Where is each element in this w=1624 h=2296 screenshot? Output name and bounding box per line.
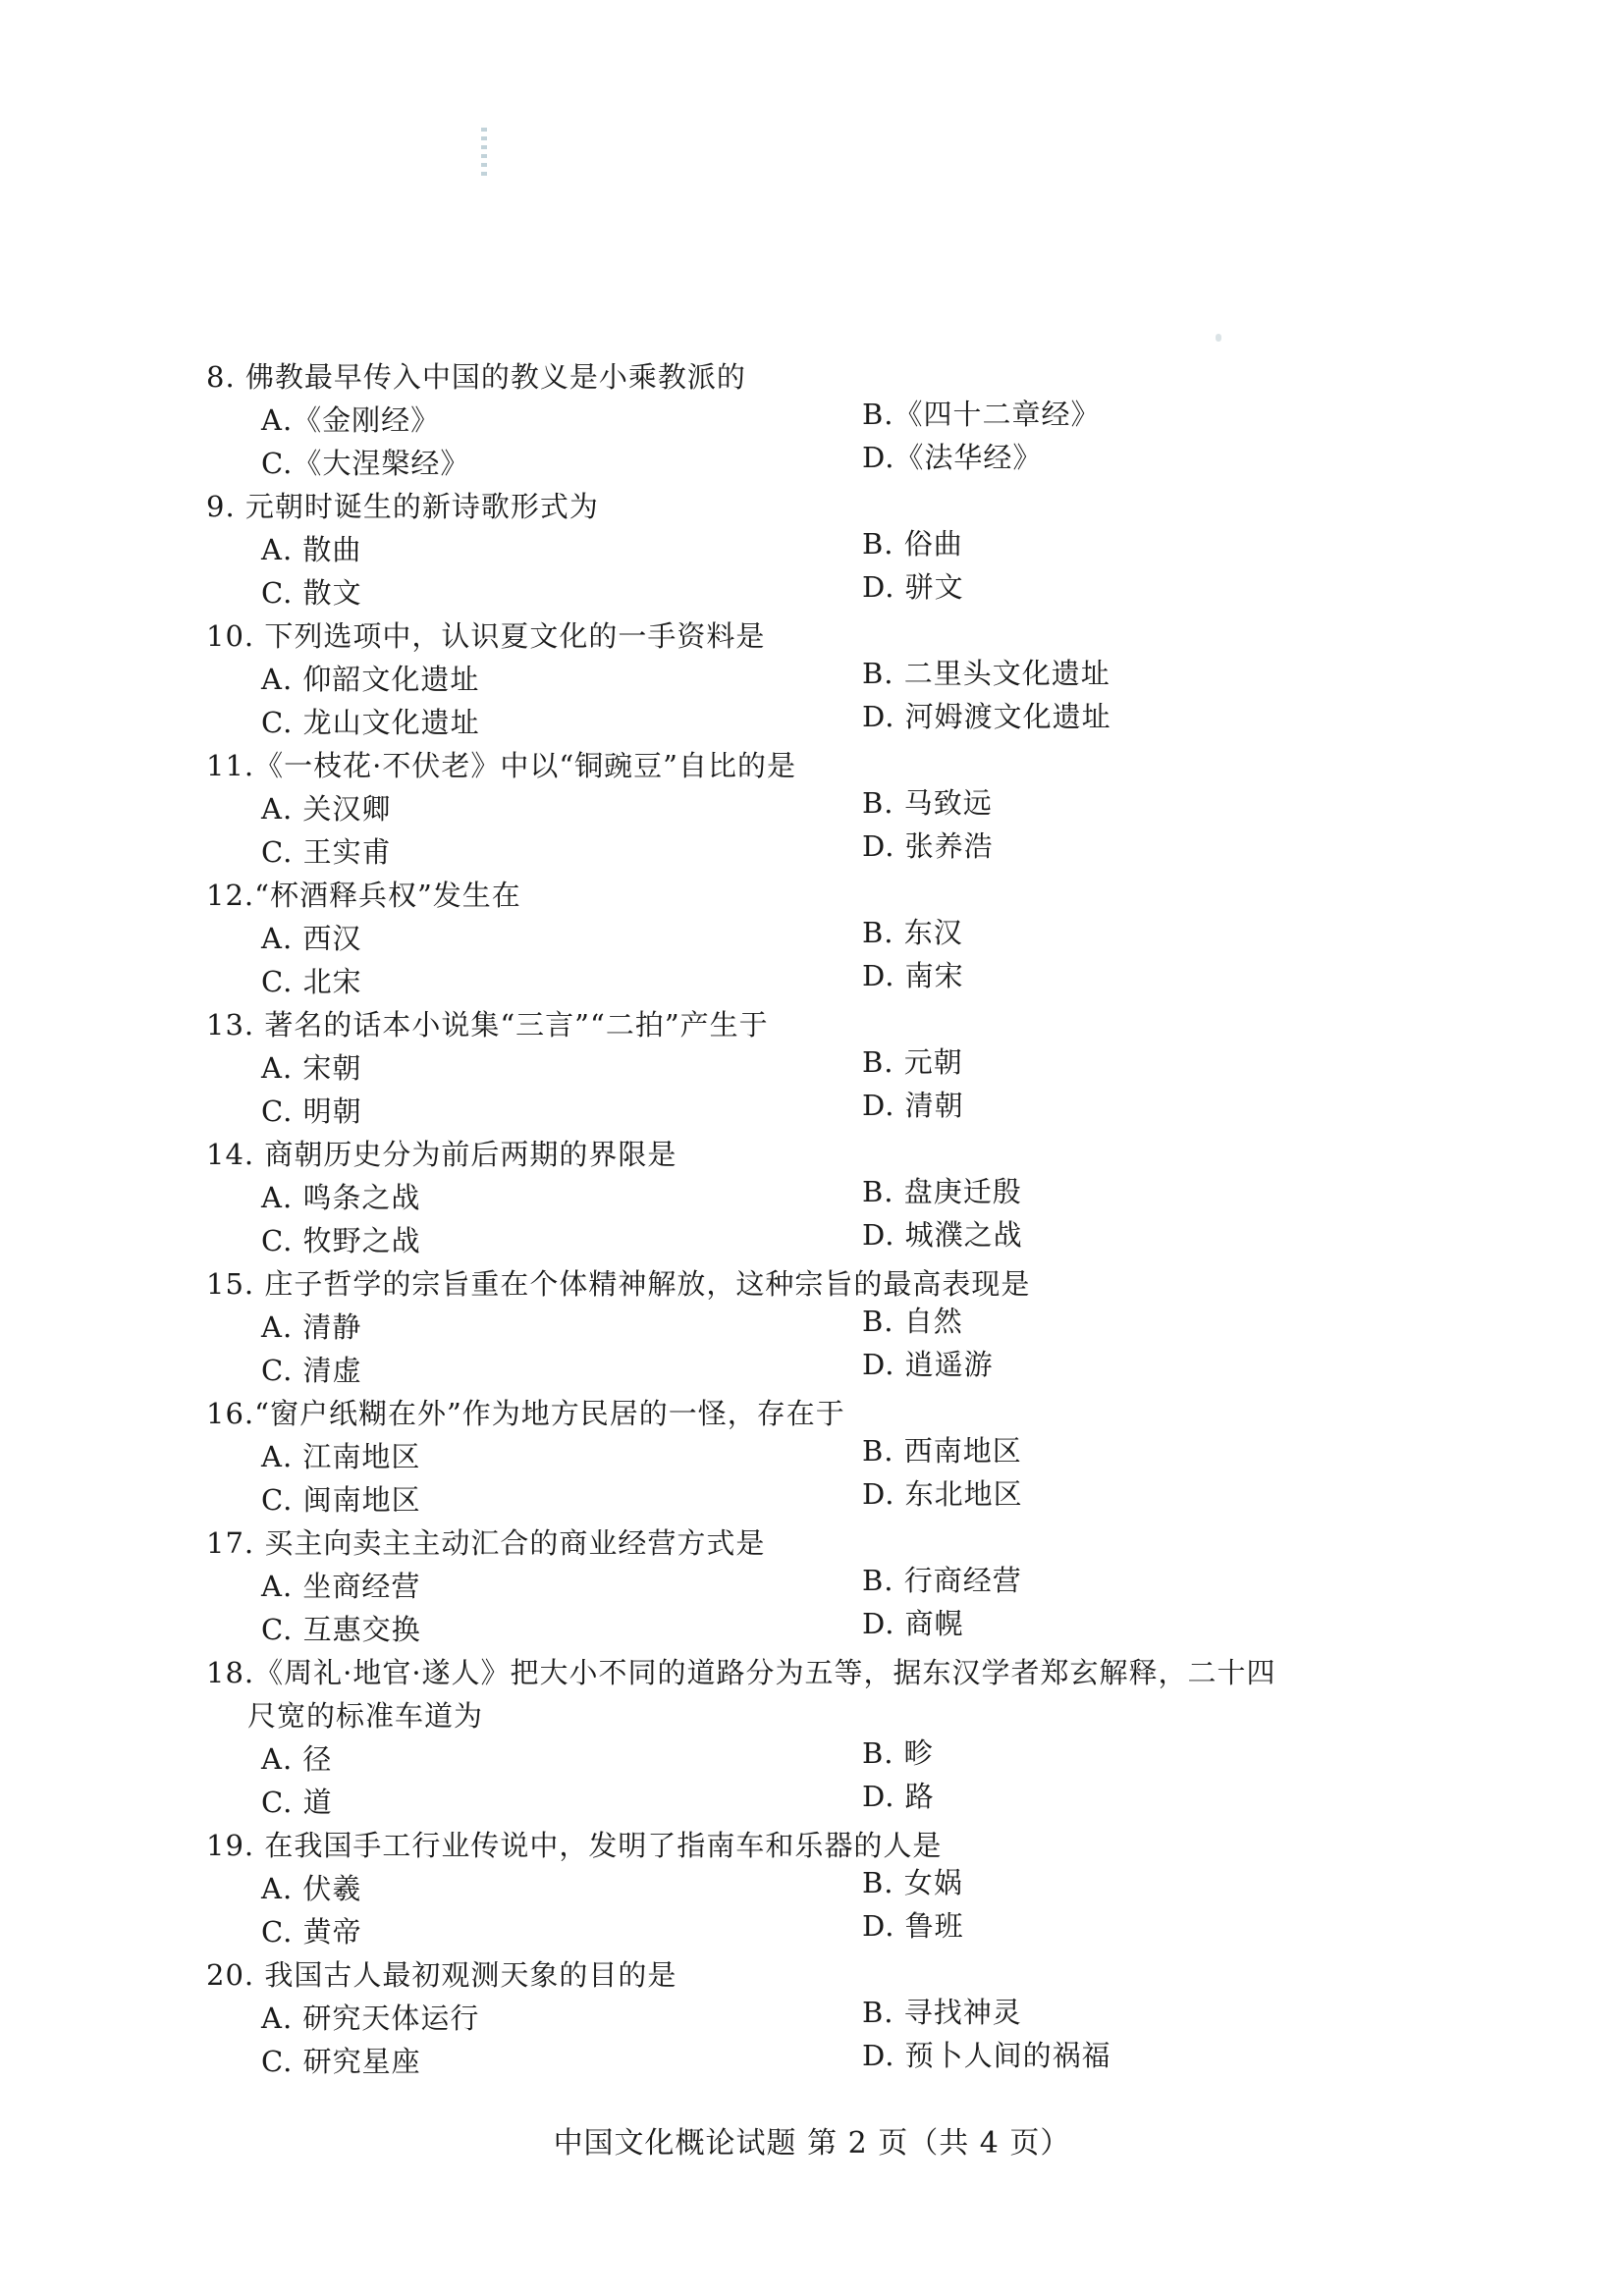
option-row	[206, 1565, 1434, 1608]
question-12	[206, 874, 1434, 1003]
scan-artifact	[481, 128, 487, 177]
question-20	[206, 1953, 1434, 2083]
option-d: D. 骈文	[862, 570, 964, 604]
option-c: C. 道	[261, 1786, 333, 1819]
option-row	[206, 1435, 1434, 1478]
option-row	[206, 1781, 1434, 1824]
question-15	[206, 1262, 1434, 1392]
option-c: C. 互惠交换	[261, 1613, 421, 1646]
option-a: A. 江南地区	[261, 1440, 421, 1473]
option-d: D. 鲁班	[862, 1909, 964, 1943]
option-row	[206, 1176, 1434, 1219]
option-b: B. 女娲	[862, 1866, 963, 1899]
option-a: A. 清静	[261, 1310, 362, 1344]
question-8	[206, 355, 1434, 485]
option-b: B. 俗曲	[862, 527, 963, 561]
option-d: D.《法华经》	[862, 441, 1043, 474]
option-row	[206, 917, 1434, 960]
option-a: A. 西汉	[261, 922, 362, 955]
question-stem: 18.《周礼·地官·遂人》把大小不同的道路分为五等，据东汉学者郑玄解释，二十四	[206, 1656, 1276, 1689]
option-row	[206, 442, 1434, 485]
option-c: C. 闽南地区	[261, 1483, 421, 1517]
option-d: D. 路	[862, 1780, 935, 1813]
option-b: B. 寻找神灵	[862, 1996, 1022, 2029]
option-b: B. 元朝	[862, 1045, 963, 1079]
option-row	[206, 1910, 1434, 1953]
question-stem: 10. 下列选项中，认识夏文化的一手资料是	[206, 619, 766, 653]
scan-artifact	[1216, 334, 1221, 342]
question-stem: 9. 元朝时诞生的新诗歌形式为	[206, 490, 599, 523]
option-a: A. 散曲	[261, 533, 362, 566]
question-stem: 20. 我国古人最初观测天象的目的是	[206, 1958, 677, 1992]
option-a: A.《金刚经》	[261, 403, 441, 437]
option-d: D. 东北地区	[862, 1477, 1023, 1511]
option-a: A. 宋朝	[261, 1051, 362, 1085]
question-list	[206, 355, 1434, 2083]
option-d: D. 预卜人间的祸福	[862, 2039, 1111, 2072]
question-stem: 17. 买主向卖主主动汇合的商业经营方式是	[206, 1526, 766, 1560]
option-row	[206, 399, 1434, 442]
option-c: C. 牧野之战	[261, 1224, 421, 1257]
option-c: C. 散文	[261, 576, 362, 610]
option-row	[206, 1046, 1434, 1090]
option-a: A. 关汉卿	[261, 792, 392, 826]
question-13	[206, 1003, 1434, 1133]
option-d: D. 清朝	[862, 1089, 964, 1122]
option-b: B. 东汉	[862, 916, 963, 949]
option-row	[206, 1219, 1434, 1262]
question-stem: 12.“杯酒释兵权”发生在	[206, 879, 521, 912]
question-16	[206, 1392, 1434, 1522]
question-14	[206, 1133, 1434, 1262]
option-d: D. 张养浩	[862, 829, 994, 863]
question-stem: 16.“窗户纸糊在外”作为地方民居的一怪，存在于	[206, 1397, 845, 1430]
option-c: C. 明朝	[261, 1095, 362, 1128]
option-c: C. 研究星座	[261, 2045, 421, 2078]
option-row	[206, 787, 1434, 830]
question-10	[206, 614, 1434, 744]
option-b: B. 畛	[862, 1736, 934, 1770]
question-stem: 11.《一枝花·不伏老》中以“铜豌豆”自比的是	[206, 749, 796, 782]
question-18	[206, 1651, 1434, 1824]
option-b: B. 马致远	[862, 786, 993, 820]
option-b: B. 行商经营	[862, 1564, 1022, 1597]
option-c: C.《大涅槃经》	[261, 447, 470, 480]
question-stem: 19. 在我国手工行业传说中，发明了指南车和乐器的人是	[206, 1829, 943, 1862]
option-a: A. 径	[261, 1742, 333, 1776]
question-stem: 8. 佛教最早传入中国的教义是小乘教派的	[206, 360, 746, 394]
option-d: D. 商幌	[862, 1607, 964, 1640]
option-row	[206, 1478, 1434, 1522]
option-row	[206, 658, 1434, 701]
option-c: C. 王实甫	[261, 835, 392, 869]
option-row	[206, 960, 1434, 1003]
option-c: C. 北宋	[261, 965, 362, 998]
option-row	[206, 1349, 1434, 1392]
option-row	[206, 571, 1434, 614]
question-stem: 15. 庄子哲学的宗旨重在个体精神解放，这种宗旨的最高表现是	[206, 1267, 1031, 1301]
option-b: B. 自然	[862, 1305, 963, 1338]
option-row	[206, 1867, 1434, 1910]
option-row	[206, 528, 1434, 571]
option-row	[206, 701, 1434, 744]
option-a: A. 研究天体运行	[261, 2002, 480, 2035]
page-footer: 中国文化概论试题 第 2 页（共 4 页）	[553, 2126, 1071, 2161]
option-c: C. 清虚	[261, 1354, 362, 1387]
option-b: B. 盘庚迁殷	[862, 1175, 1022, 1208]
question-17	[206, 1522, 1434, 1651]
option-c: C. 龙山文化遗址	[261, 706, 480, 739]
question-stem: 13. 著名的话本小说集“三言”“二拍”产生于	[206, 1008, 769, 1041]
option-row	[206, 1306, 1434, 1349]
option-d: D. 南宋	[862, 959, 964, 992]
option-d: D. 河姆渡文化遗址	[862, 700, 1111, 733]
option-row	[206, 1997, 1434, 2040]
option-a: A. 鸣条之战	[261, 1181, 421, 1214]
option-a: A. 仰韶文化遗址	[261, 663, 480, 696]
question-stem: 14. 商朝历史分为前后两期的界限是	[206, 1138, 677, 1171]
question-9	[206, 485, 1434, 614]
question-stem-continued: 尺宽的标准车道为	[247, 1699, 484, 1733]
option-a: A. 伏羲	[261, 1872, 362, 1905]
option-b: B.《四十二章经》	[862, 398, 1101, 431]
option-row	[206, 1737, 1434, 1781]
option-row	[206, 830, 1434, 874]
option-d: D. 逍遥游	[862, 1348, 994, 1381]
option-c: C. 黄帝	[261, 1915, 362, 1949]
option-b: B. 二里头文化遗址	[862, 657, 1110, 690]
option-row	[206, 2040, 1434, 2083]
option-a: A. 坐商经营	[261, 1570, 421, 1603]
option-row	[206, 1608, 1434, 1651]
option-row	[206, 1090, 1434, 1133]
option-b: B. 西南地区	[862, 1434, 1022, 1468]
question-19	[206, 1824, 1434, 1953]
question-11	[206, 744, 1434, 874]
option-d: D. 城濮之战	[862, 1218, 1023, 1252]
